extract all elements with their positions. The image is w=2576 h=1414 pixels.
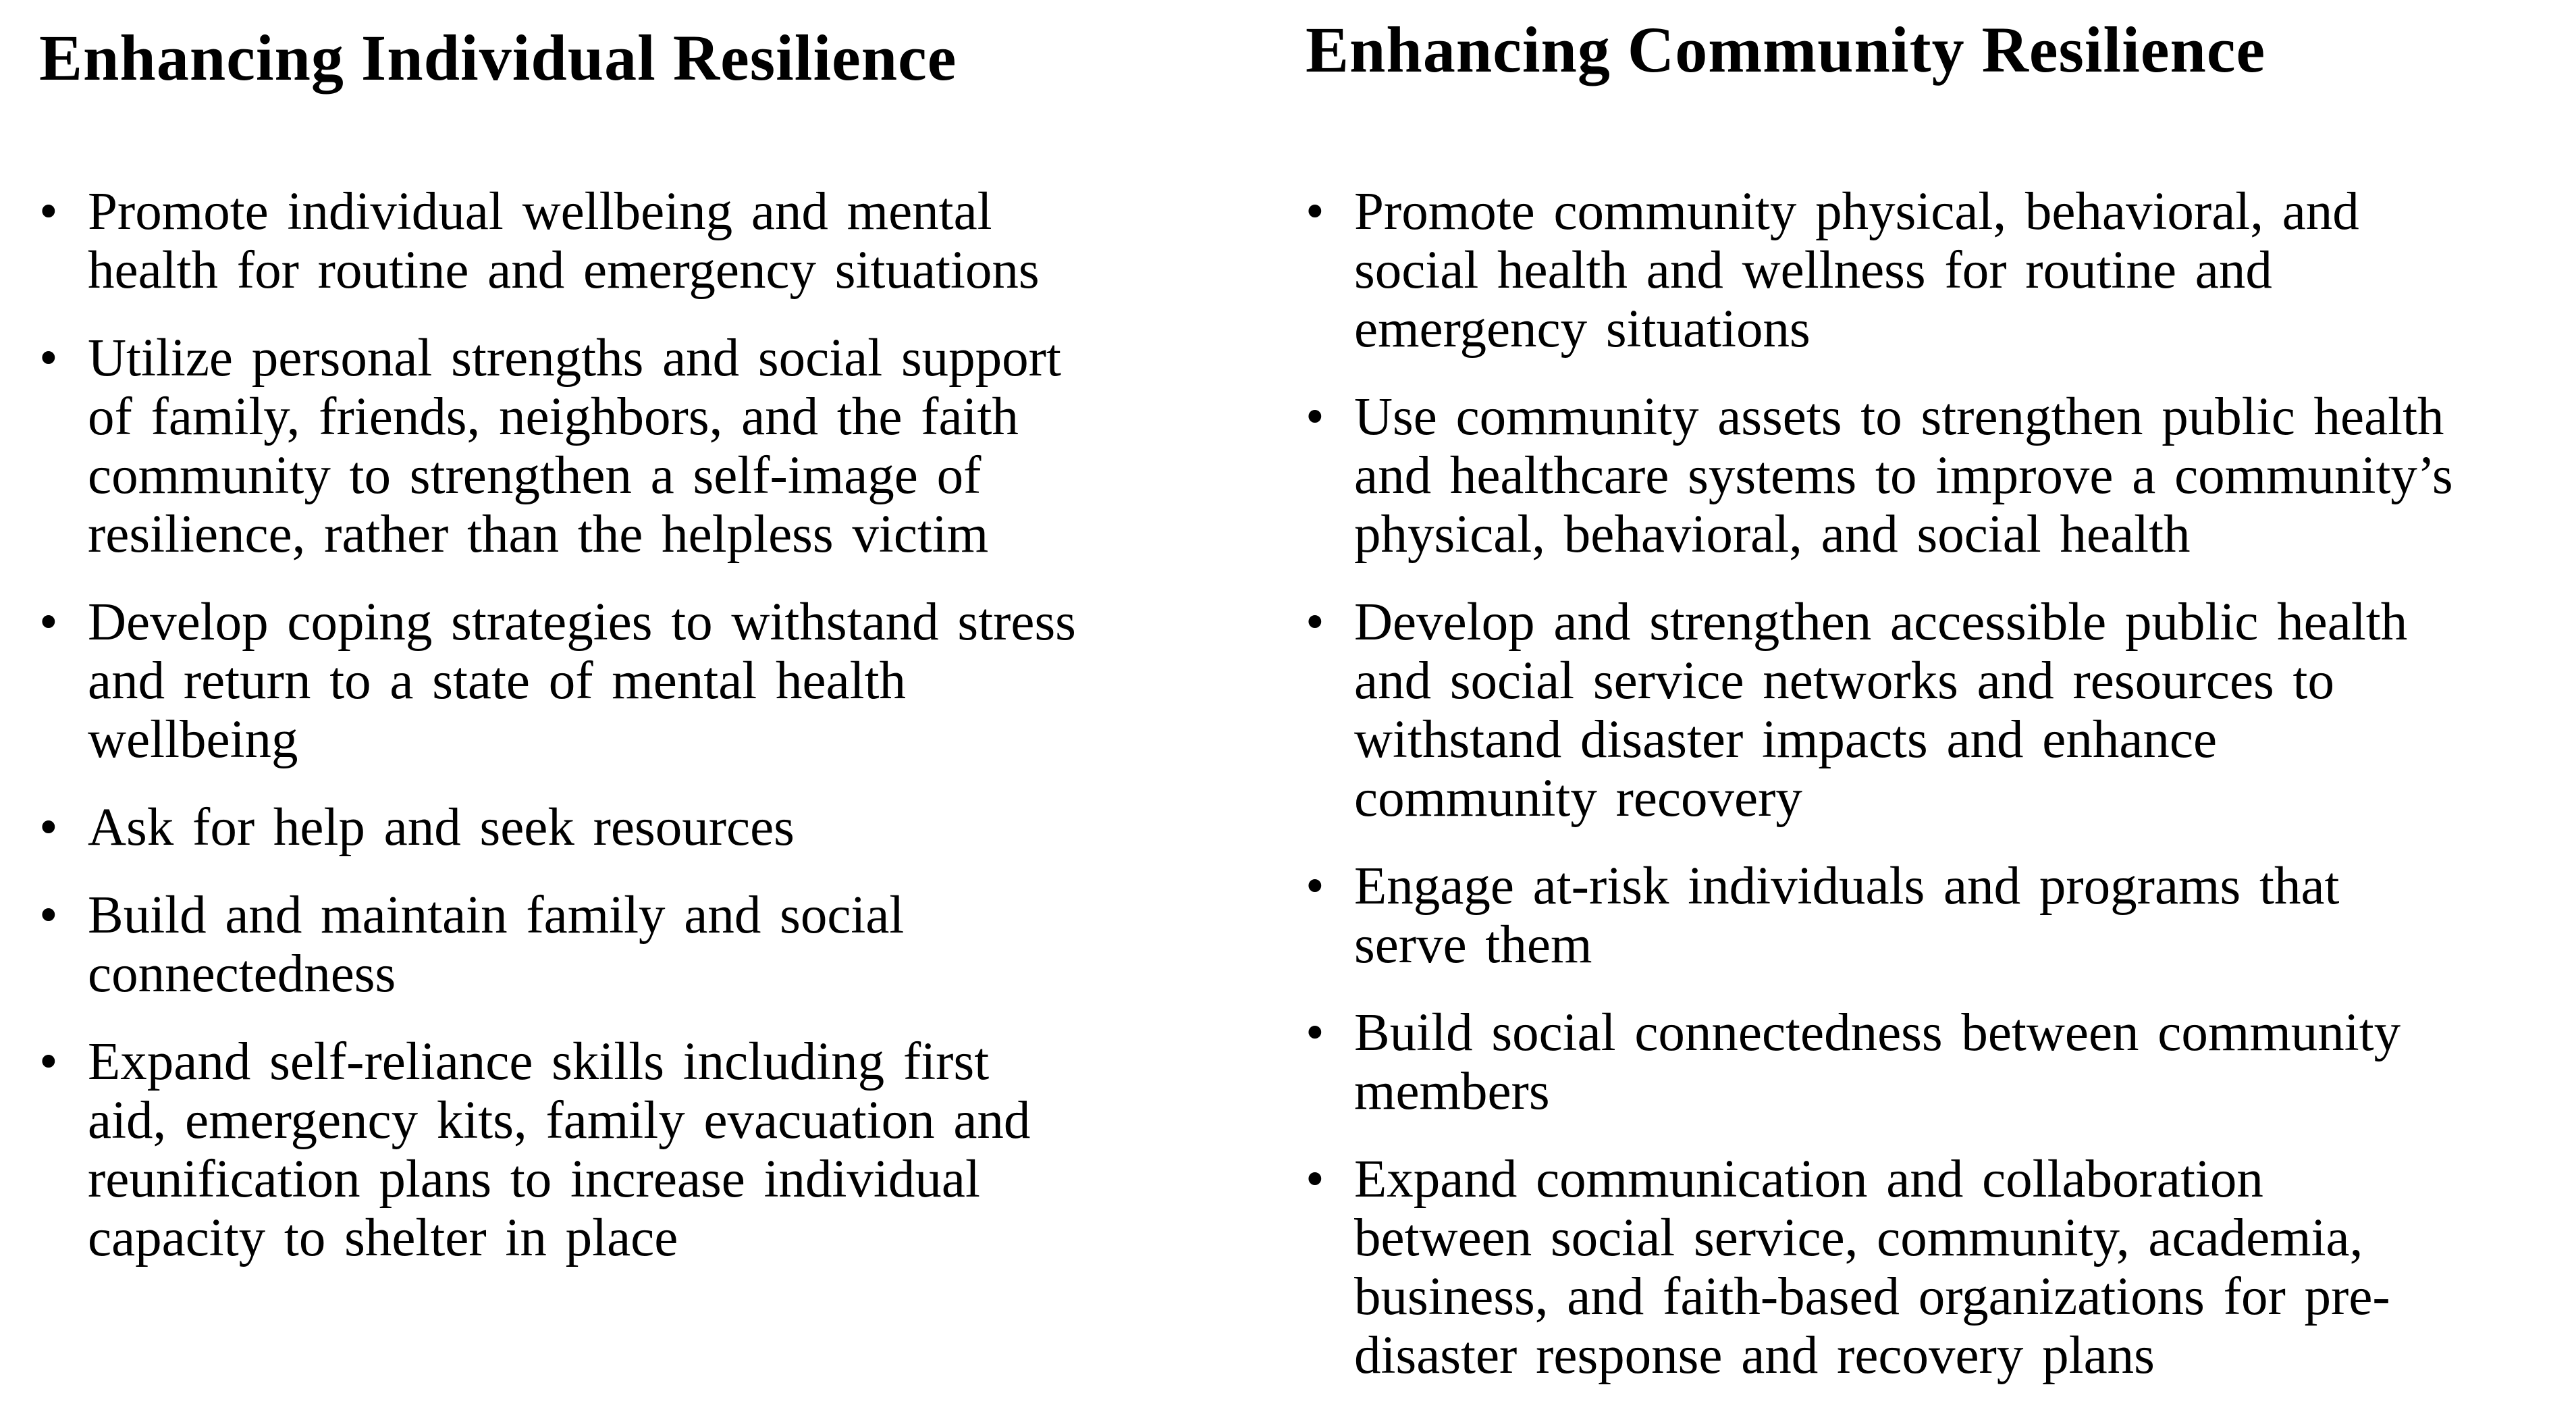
list-item-line: physical, behavioral, and social health [1354, 505, 2191, 564]
list-item-line: disaster response and recovery plans [1354, 1326, 2155, 1385]
community-resilience-list [1306, 182, 2453, 1414]
list-item-line: and return to a state of mental health [88, 652, 907, 710]
individual-resilience-list [39, 182, 1076, 1297]
list-item-line: Expand communication and collaboration [1354, 1150, 2263, 1209]
list-item-line: Engage at-risk individuals and programs that [1354, 857, 2340, 916]
list-item-line: between social service, community, academia, [1354, 1209, 2363, 1267]
list-item [1306, 388, 2453, 564]
list-item-line: health for routine and emergency situations [88, 241, 1040, 300]
bullet-icon: • [1306, 182, 1324, 241]
list-item-line: reunification plans to increase individual [88, 1150, 980, 1209]
list-item-line: and healthcare systems to improve a community’s [1354, 446, 2453, 505]
community-resilience-heading: Enhancing Community Resilience [1306, 14, 2266, 86]
bullet-icon: • [39, 798, 58, 857]
bullet-icon: • [1306, 1150, 1324, 1209]
list-item [39, 1032, 1076, 1267]
list-item [1306, 1150, 2453, 1385]
bullet-icon: • [1306, 857, 1324, 916]
list-item-line: Use community assets to strengthen public health [1354, 388, 2444, 446]
bullet-icon: • [39, 1032, 58, 1091]
list-item-line: community to strengthen a self-image of [88, 446, 982, 505]
list-item-line: Promote community physical, behavioral, and [1354, 182, 2359, 241]
individual-resilience-heading: Enhancing Individual Resilience [39, 22, 957, 94]
list-item-line: social health and wellness for routine and [1354, 241, 2272, 300]
list-item [39, 593, 1076, 769]
list-item-line: Develop coping strategies to withstand stress [88, 593, 1076, 652]
list-item-line: serve them [1354, 916, 1592, 974]
list-item [39, 329, 1076, 564]
list-item-line: resilience, rather than the helpless victim [88, 505, 989, 564]
list-item-line: wellbeing [88, 710, 298, 769]
list-item [39, 886, 1076, 1003]
bullet-icon: • [1306, 388, 1324, 446]
list-item-line: Ask for help and seek resources [88, 798, 795, 857]
list-item-line: community recovery [1354, 769, 1802, 828]
list-item-line: Utilize personal strengths and social support [88, 329, 1061, 388]
list-item [39, 182, 1076, 300]
list-item-line: and social service networks and resources to [1354, 652, 2334, 710]
list-item [1306, 593, 2453, 828]
bullet-icon: • [39, 593, 58, 652]
list-item-line: withstand disaster impacts and enhance [1354, 710, 2218, 769]
bullet-icon: • [39, 886, 58, 945]
list-item-line: capacity to shelter in place [88, 1209, 678, 1267]
bullet-icon: • [1306, 593, 1324, 652]
list-item-line: aid, emergency kits, family evacuation and [88, 1091, 1031, 1150]
list-item [1306, 857, 2453, 974]
list-item-line: business, and faith-based organizations for pre- [1354, 1267, 2390, 1326]
list-item-line: of family, friends, neighbors, and the faith [88, 388, 1019, 446]
list-item-line: Develop and strengthen accessible public health [1354, 593, 2408, 652]
list-item-line: Promote individual wellbeing and mental [88, 182, 992, 241]
list-item-line: members [1354, 1062, 1550, 1121]
bullet-icon: • [1306, 1003, 1324, 1062]
list-item-line: Expand self-reliance skills including first [88, 1032, 990, 1091]
list-item [1306, 182, 2453, 359]
list-item-line: emergency situations [1354, 300, 1810, 359]
list-item-line: Build social connectedness between community [1354, 1003, 2401, 1062]
bullet-icon: • [39, 329, 58, 388]
bullet-icon: • [39, 182, 58, 241]
list-item [1306, 1003, 2453, 1121]
list-item-line: Build and maintain family and social [88, 886, 905, 945]
list-item [39, 798, 1076, 857]
list-item-line: connectedness [88, 945, 396, 1003]
